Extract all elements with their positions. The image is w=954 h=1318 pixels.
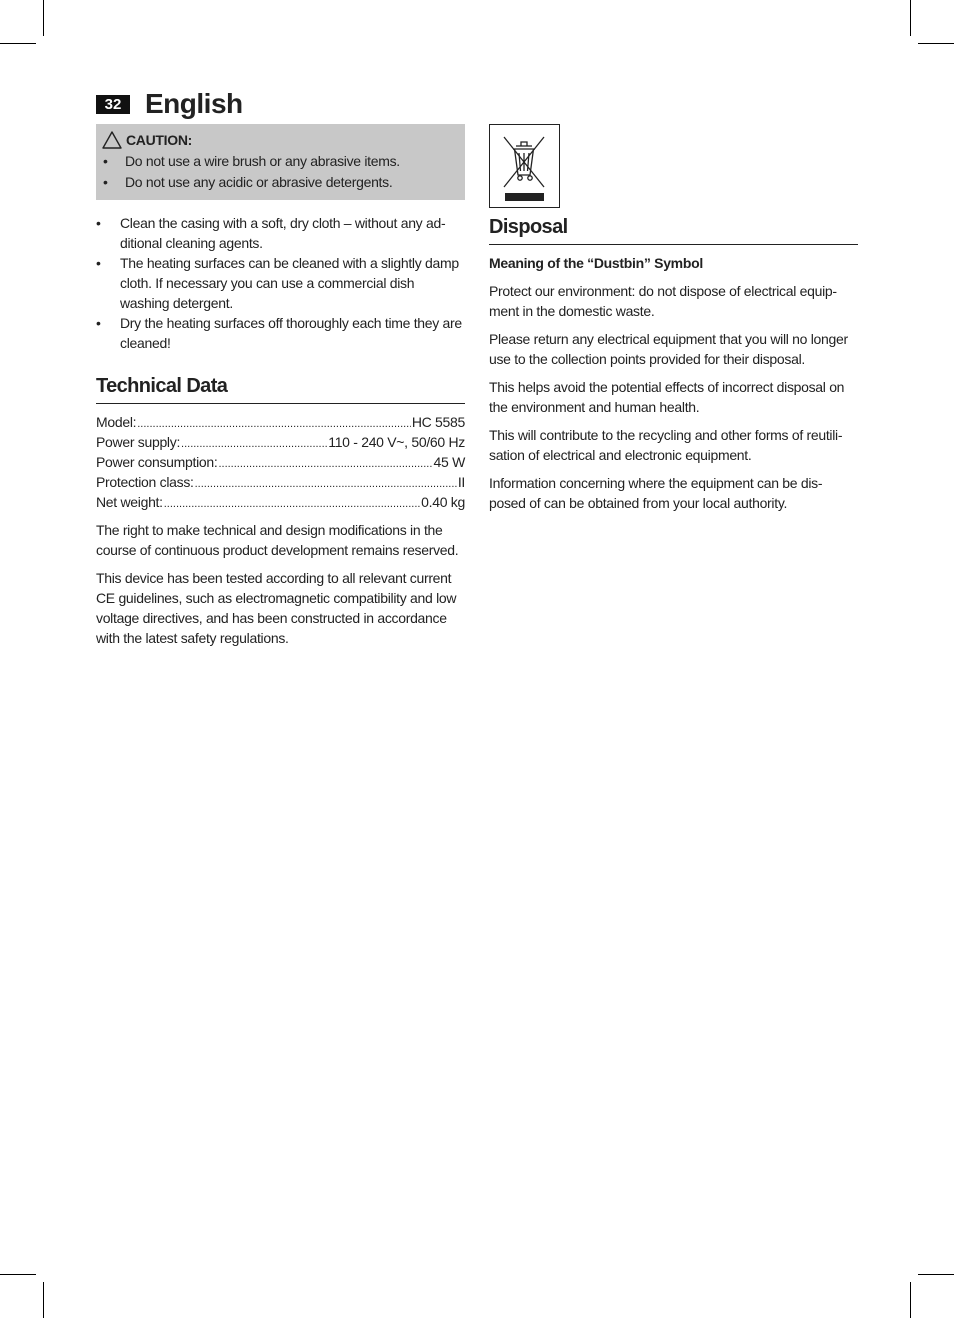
dot-leader [164, 492, 420, 514]
spec-value: 0.40 kg [421, 494, 465, 510]
caution-label: CAUTION: [126, 132, 193, 148]
caution-list [102, 151, 457, 192]
modification-note: The right to make technical and design modifications in the course of continuous product development remains reserved. [96, 522, 459, 558]
crop-mark [0, 1274, 36, 1275]
spec-value: 45 W [433, 454, 465, 470]
dot-leader [195, 472, 457, 494]
cleaning-item: • The heating surfaces can be cleaned with a slightly damp cloth. If necessary you can use a commercial dish washing detergent. [96, 253, 465, 313]
technical-data-heading: Technical Data [96, 373, 465, 404]
spec-table [96, 412, 465, 512]
crop-mark [43, 1282, 44, 1318]
spec-label: Model: [96, 414, 137, 430]
cleaning-list [96, 213, 465, 353]
caution-item: • Do not use a wire brush or any abrasive items. [102, 151, 457, 171]
disposal-paragraph: Please return any electrical equipment that you will no longer use to the collection points provided for their disposal. [489, 331, 848, 367]
crop-mark [918, 1274, 954, 1275]
dot-leader [218, 452, 432, 474]
warning-triangle-icon [102, 131, 122, 149]
crop-mark [0, 43, 36, 44]
spec-label: Power consumption: [96, 454, 218, 470]
left-column [96, 124, 465, 648]
spec-row-power-supply [96, 432, 465, 452]
crop-mark [918, 43, 954, 44]
crop-mark [910, 0, 911, 36]
caution-item: • Do not use any acidic or abrasive detergents. [102, 172, 457, 192]
ce-note: This device has been tested according to all relevant current CE guidelines, such as electromagnetic compatibility and low voltage directives, and has been constructed in accordance with the latest safety regulations. [96, 570, 457, 646]
right-column [489, 124, 858, 513]
spec-row-power-consumption [96, 452, 465, 472]
crop-mark [910, 1282, 911, 1318]
spec-label: Power supply: [96, 434, 181, 450]
spec-value: II [457, 474, 465, 490]
spec-row-net-weight [96, 492, 465, 512]
page-header [96, 84, 243, 124]
spec-value: HC 5585 [411, 414, 465, 430]
weee-symbol-box [489, 124, 560, 208]
spec-label: Net weight: [96, 494, 163, 510]
disposal-paragraph: This will contribute to the recycling and other forms of reutili-sation of electrical and electronic equipment. [489, 427, 843, 463]
language-title: English [145, 88, 243, 119]
crop-mark [43, 0, 44, 36]
caution-title [102, 130, 457, 150]
dustbin-subheading: Meaning of the “Dustbin” Symbol [489, 255, 703, 271]
dot-leader [137, 412, 411, 434]
cleaning-item: • Clean the casing with a soft, dry cloth – without any ad-ditional cleaning agents. [96, 213, 465, 253]
spec-row-model [96, 412, 465, 432]
spec-value: 110 - 240 V~, 50/60 Hz [328, 434, 465, 450]
spec-label: Protection class: [96, 474, 194, 490]
page-number: 32 [96, 95, 130, 114]
disposal-paragraph: This helps avoid the potential effects of incorrect disposal on the environment and human health. [489, 379, 845, 415]
crossed-dustbin-icon [490, 125, 558, 206]
spec-row-protection-class [96, 472, 465, 492]
cleaning-item: • Dry the heating surfaces off thoroughly each time they are cleaned! [96, 313, 465, 353]
disposal-heading: Disposal [489, 214, 858, 245]
disposal-paragraph: Information concerning where the equipment can be dis-posed of can be obtained from your local authority. [489, 475, 823, 511]
disposal-paragraph: Protect our environment: do not dispose of electrical equip-ment in the domestic waste. [489, 283, 837, 319]
caution-box [96, 124, 465, 200]
dot-leader [181, 432, 327, 454]
